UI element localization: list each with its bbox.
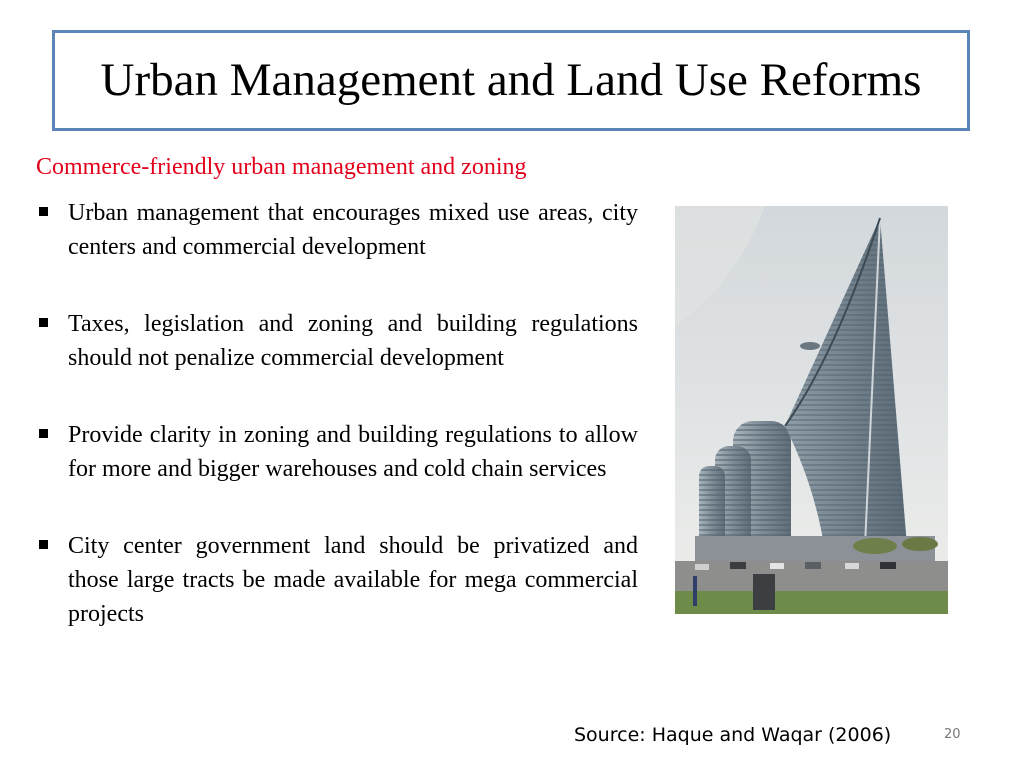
title-box: [52, 30, 970, 131]
bullet-list: [36, 196, 638, 631]
bullet-text: City center government land should be privatized and those large tracts be made available for mega commercial projects: [68, 533, 638, 627]
square-bullet-icon: [39, 540, 48, 549]
square-bullet-icon: [39, 318, 48, 327]
bullet-item: [36, 307, 638, 375]
square-bullet-icon: [39, 429, 48, 438]
source-citation: Source: Haque and Waqar (2006): [574, 724, 892, 746]
slide-subtitle: Commerce-friendly urban management and zoning: [36, 154, 527, 180]
square-bullet-icon: [39, 207, 48, 216]
bullet-item: [36, 529, 638, 631]
bullet-item: [36, 418, 638, 486]
skyscraper-illustration: [675, 206, 948, 614]
skyscraper-photo: [675, 206, 948, 614]
bullet-item: [36, 196, 638, 264]
page-number: 20: [944, 727, 961, 742]
bullet-text: Taxes, legislation and zoning and building regulations should not penalize commercial development: [68, 311, 638, 371]
bullet-text: Provide clarity in zoning and building regulations to allow for more and bigger warehouses and cold chain services: [68, 422, 638, 482]
slide-title: Urban Management and Land Use Reforms: [100, 54, 922, 106]
bullet-text: Urban management that encourages mixed use areas, city centers and commercial development: [68, 200, 638, 260]
